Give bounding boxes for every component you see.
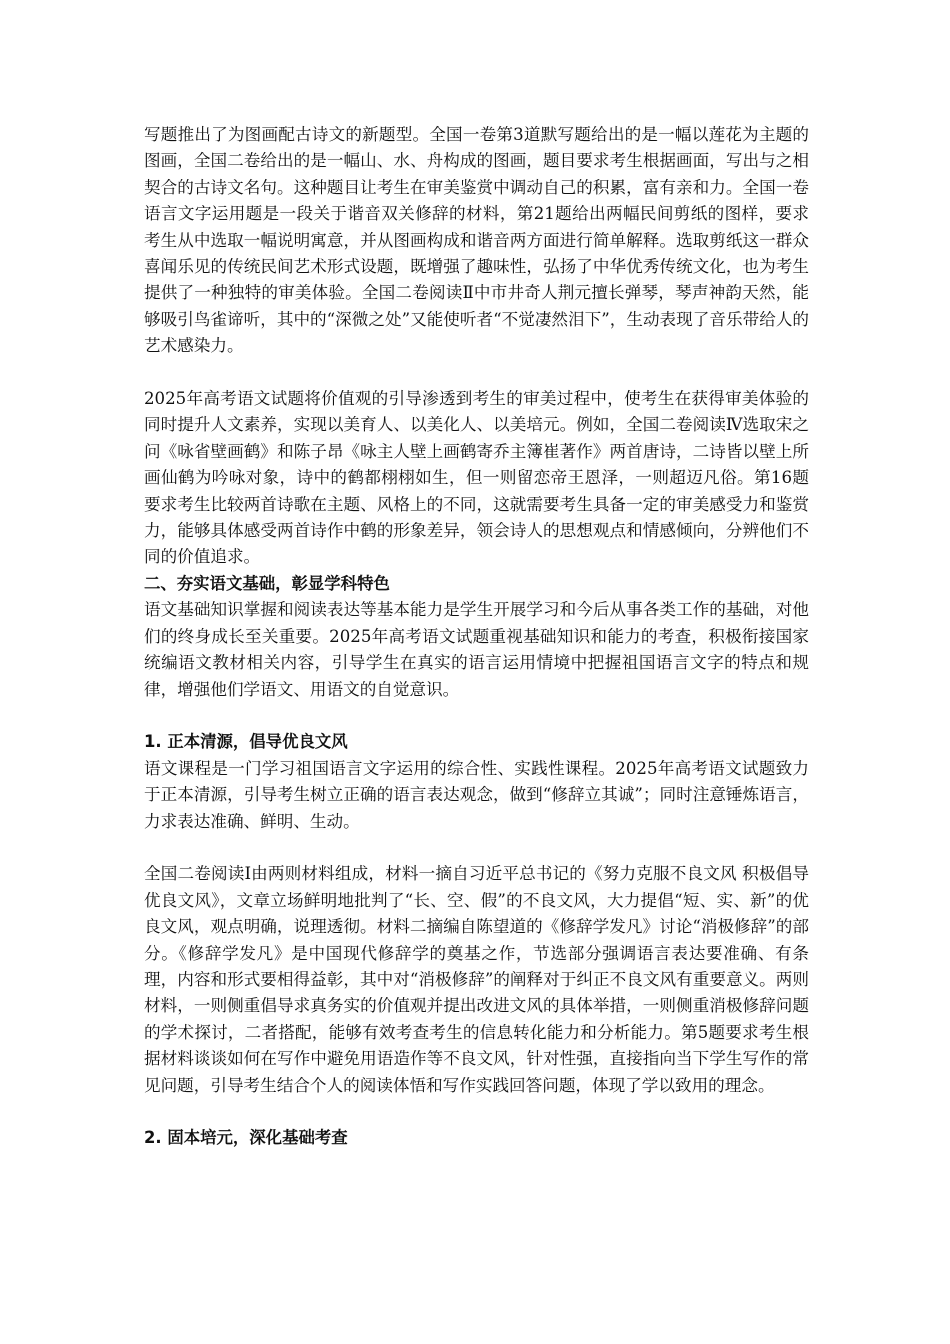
paragraph-values-guidance: 2025年高考语文试题将价值观的引导渗透到考生的审美过程中，使考生在获得审美体验的同时提升人文素养，实现以美育人、以美化人、以美培元。例如，全国二卷阅读Ⅳ选取宋之问《咏省壁画鹤》和陈子昂《咏主人壁上画鹤寄乔主簿崔著作》两首唐诗，二诗皆以壁上所画仙鹤为吟咏对象，诗中的鹤都栩栩如生，但一则留恋帝王恩泽，一则超迈凡俗。第16题要求考生比较两首诗歌在主题、风格上的不同，这就需要考生具备一定的审美感受力和鉴赏力，能够具体感受两首诗作中鹤的形象差异，领会诗人的思想观点和情感倾向，分辨他们不同的价值追求。 <box>144 389 809 567</box>
subheading-basic-assessment: 2. 固本培元，深化基础考查 <box>144 1128 348 1148</box>
paragraph-spacer <box>144 1099 809 1125</box>
section-heading-foundation: 二、夯实语文基础，彰显学科特色 <box>144 573 390 593</box>
paragraph-foundation: 语文基础知识掌握和阅读表达等基本能力是学生开展学习和今后从事各类工作的基础，对他们的终身成长至关重要。2025年高考语文试题重视基础知识和能力的考查，积极衔接国家统编语文教材相关内容，引导学生在真实的语言运用情境中把握祖国语言文字的特点和规律，增强他们学语文、用语文的自觉意识。 <box>144 600 809 699</box>
subheading-writing-style: 1. 正本清源，倡导优良文风 <box>144 732 348 752</box>
paragraph-image-questions: 写题推出了为图画配古诗文的新题型。全国一卷第3道默写题给出的是一幅以莲花为主题的图画，全国二卷给出的是一幅山、水、舟构成的图画，题目要求考生根据画面，写出与之相契合的古诗文名句。这种题目让考生在审美鉴赏中调动自己的积累，富有亲和力。全国一卷语言文字运用题是一段关于谐音双关修辞的材料，第21题给出两幅民间剪纸的图样，要求考生从中选取一幅说明寓意，并从图画构成和谐音两方面进行简单解释。选取剪纸这一群众喜闻乐见的传统民间艺术形式设题，既增强了趣味性，弘扬了中华优秀传统文化，也为考生提供了一种独特的审美体验。全国二卷阅读Ⅱ中市井奇人荆元擅长弹琴，琴声神韵天然，能够吸引鸟雀谛听，其中的“深微之处”又能使听者“不觉凄然泪下”，生动表现了音乐带给人的艺术感染力。 <box>144 125 809 356</box>
paragraph-writing-style: 语文课程是一门学习祖国语言文字运用的综合性、实践性课程。2025年高考语文试题致力于正本清源，引导考生树立正确的语言表达观念，做到“修辞立其诚”；同时注意锤炼语言，力求表达准确、鲜明、生动。 <box>144 758 809 831</box>
document-body <box>144 122 809 1152</box>
paragraph-spacer <box>144 360 809 386</box>
paragraph-reading-one: 全国二卷阅读Ⅰ由两则材料组成，材料一摘自习近平总书记的《努力克服不良文风 积极倡导优良文风》，文章立场鲜明地批判了“长、空、假”的不良文风，大力提倡“短、实、新”的优良文风，观点明确，说理透彻。材料二摘编自陈望道的《修辞学发凡》讨论“消极修辞”的部分。《修辞学发凡》是中国现代修辞学的奠基之作，节选部分强调语言表达要准确、有条理，内容和形式要相得益彰，其中对“消极修辞”的阐释对于纠正不良文风有重要意义。两则材料，一则侧重倡导求真务实的价值观并提出改进文风的具体举措，一则侧重消极修辞问题的学术探讨，二者搭配，能够有效考查考生的信息转化能力和分析能力。第5题要求考生根据材料谈谈如何在写作中避免用语造作等不良文风，针对性强，直接指向当下学生写作的常见问题，引导考生结合个人的阅读体悟和写作实践回答问题，体现了学以致用的理念。 <box>144 864 809 1095</box>
paragraph-spacer <box>144 835 809 861</box>
paragraph-spacer <box>144 703 809 729</box>
